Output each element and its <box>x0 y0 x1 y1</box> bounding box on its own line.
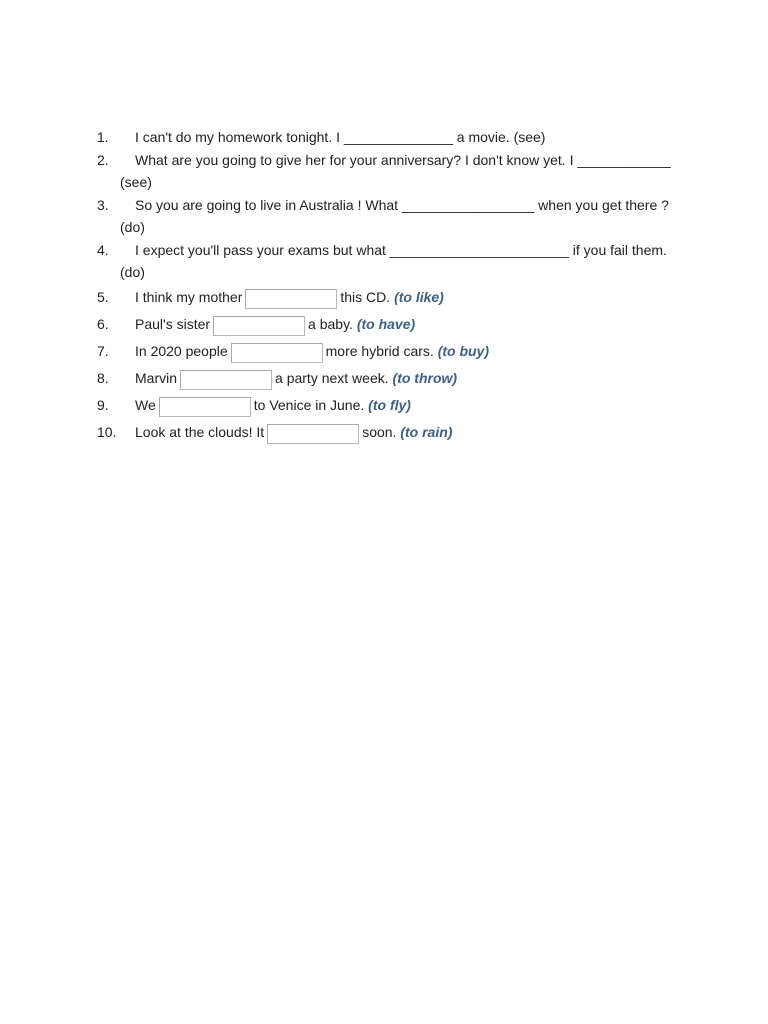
list-item <box>97 126 677 149</box>
answer-input[interactable] <box>180 370 272 390</box>
item-number: 2. <box>97 151 109 168</box>
item-text-after: to Venice in June. <box>253 396 365 413</box>
item-text-after: soon. <box>362 423 397 440</box>
item-number: 10. <box>97 423 117 440</box>
item-text-after: more hybrid cars. <box>325 342 434 359</box>
answer-input[interactable] <box>267 424 359 444</box>
list-item <box>97 311 677 338</box>
verb-hint: (to throw) <box>392 369 458 386</box>
item-text-before: Look at the clouds! It <box>135 423 265 440</box>
item-text: So you are going to live in Australia ! What _________________ when you get there ? (do) <box>120 196 669 235</box>
item-number: 7. <box>97 342 109 359</box>
exercise-list <box>97 126 677 446</box>
item-text: What are you going to give her for your anniversary? I don't know yet. I ____________ (see) <box>120 151 671 190</box>
item-text-before: I think my mother <box>135 288 243 305</box>
verb-hint: (to fly) <box>368 396 411 413</box>
list-item <box>97 239 677 284</box>
verb-hint: (to rain) <box>400 423 453 440</box>
verb-hint: (to buy) <box>437 342 490 359</box>
verb-hint: (to have) <box>356 315 416 332</box>
list-item <box>97 419 677 446</box>
list-item <box>97 392 677 419</box>
list-item <box>97 149 677 194</box>
answer-input[interactable] <box>213 316 305 336</box>
item-text-before: Paul's sister <box>135 315 211 332</box>
answer-input[interactable] <box>231 343 323 363</box>
list-item <box>97 365 677 392</box>
list-item <box>97 194 677 239</box>
item-number: 4. <box>97 241 109 258</box>
item-text-before: In 2020 people <box>135 342 228 359</box>
answer-input[interactable] <box>159 397 251 417</box>
item-number: 8. <box>97 369 109 386</box>
item-number: 3. <box>97 196 109 213</box>
item-text-after: a party next week. <box>275 369 389 386</box>
item-text: I can't do my homework tonight. I ______________ a movie. (see) <box>135 129 546 145</box>
item-text-after: a baby. <box>308 315 353 332</box>
list-item <box>97 284 677 311</box>
item-text-after: this CD. <box>340 288 391 305</box>
item-text-before: We <box>135 396 156 413</box>
item-text-before: Marvin <box>135 369 178 386</box>
item-number: 1. <box>97 129 109 145</box>
item-text: I expect you'll pass your exams but what _______________________ if you fail them. (do) <box>120 241 667 280</box>
item-number: 9. <box>97 396 109 413</box>
list-item <box>97 338 677 365</box>
verb-hint: (to like) <box>394 288 444 305</box>
answer-input[interactable] <box>245 289 337 309</box>
item-number: 6. <box>97 315 109 332</box>
item-number: 5. <box>97 288 109 305</box>
